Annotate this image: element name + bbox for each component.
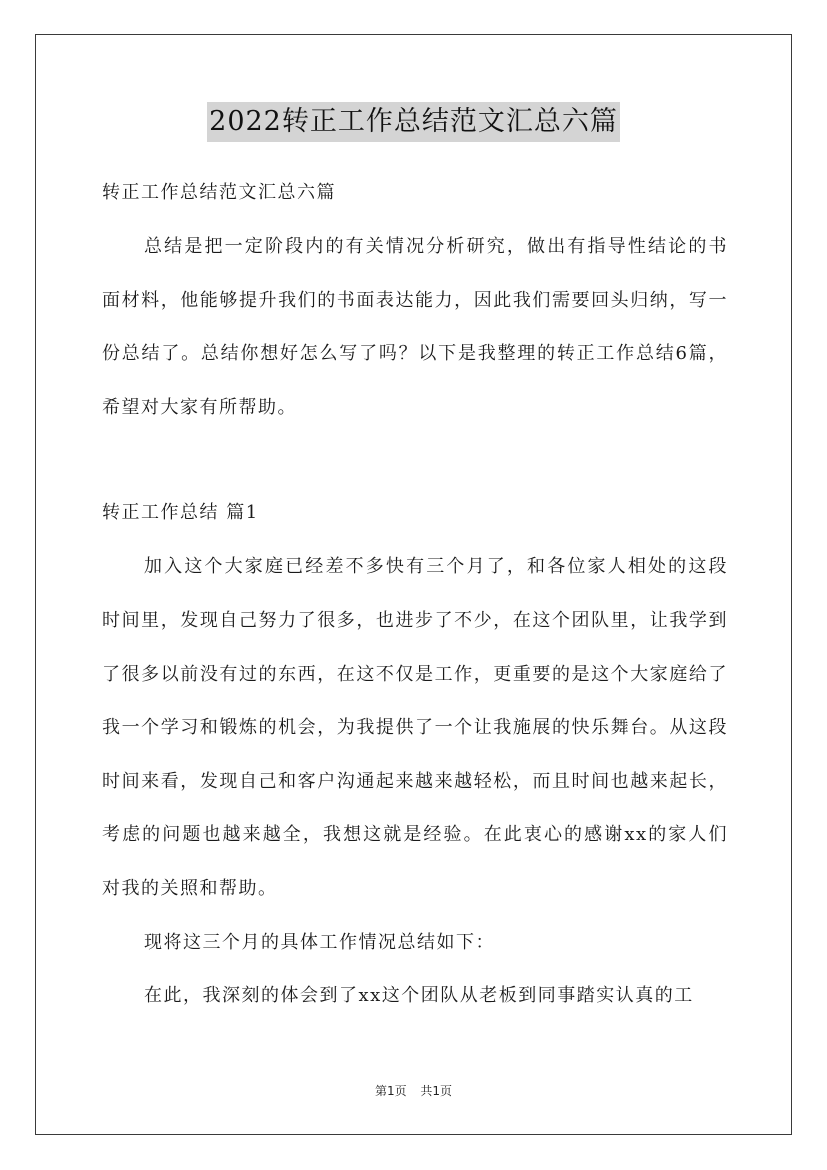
page-number: 第1页 — [374, 1084, 407, 1098]
page-total: 共1页 — [420, 1084, 453, 1098]
intro-paragraph: 总结是把一定阶段内的有关情况分析研究，做出有指导性结论的书面材料，他能够提升我们的书面表达能力，因此我们需要回头归纳，写一份总结了。总结你想好怎么写了吗？以下是我整理的转正工作总结6篇，希望对大家有所帮助。 — [102, 236, 728, 418]
title-container — [0, 102, 827, 142]
document-title: 2022转正工作总结范文汇总六篇 — [207, 102, 620, 142]
document-subtitle: 转正工作总结范文汇总六篇 — [102, 182, 336, 203]
section-paragraph-2: 现将这三个月的具体工作情况总结如下： — [144, 931, 495, 953]
section-paragraph-1: 加入这个大家庭已经差不多快有三个月了，和各位家人相处的这段时间里，发现自己努力了很多，也进步了不少，在这个团队里，让我学到了很多以前没有过的东西，在这不仅是工作，更重要的是这个大家庭给了我一个学习和锻炼的机会，为我提供了一个让我施展的快乐舞台。从这段时间来看，发现自己和客户沟通起来越来越轻松，而且时间也越来起长，考虑的问题也越来越全，我想这就是经验。在此衷心的感谢xx的家人们对我的关照和帮助。 — [102, 556, 728, 899]
page-footer — [0, 1082, 827, 1099]
section-heading: 转正工作总结 篇1 — [102, 502, 259, 524]
section-paragraph-3: 在此，我深刻的体会到了xx这个团队从老板到同事踏实认真的工 — [144, 985, 694, 1007]
document-body — [102, 170, 728, 1023]
